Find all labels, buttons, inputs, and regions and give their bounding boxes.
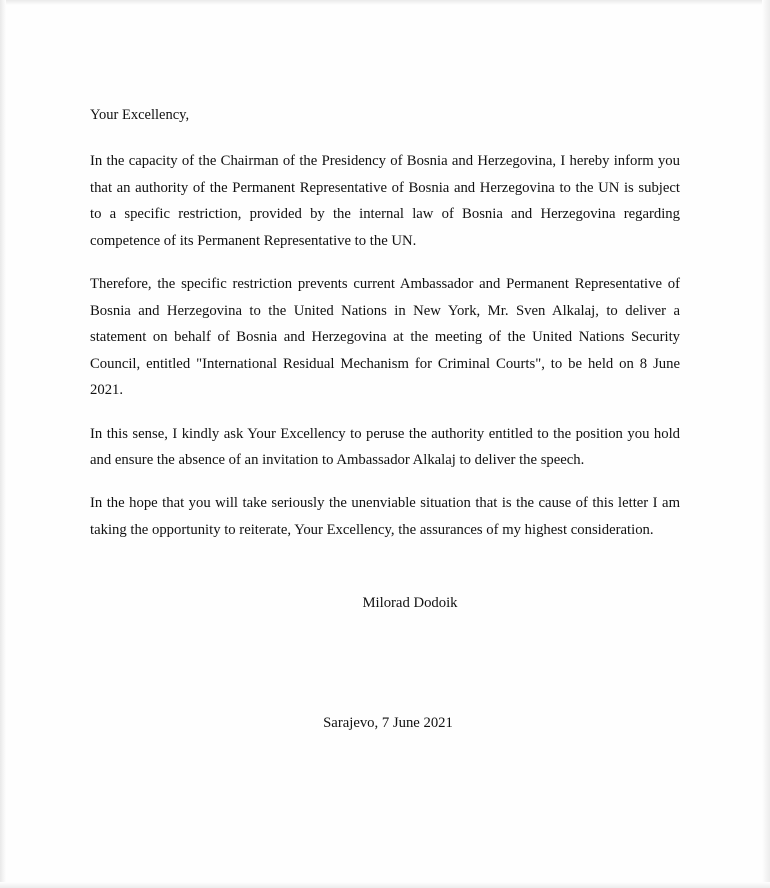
page-edge-top <box>0 0 770 5</box>
signature-block <box>90 592 680 614</box>
letter-body <box>90 104 680 543</box>
paragraph-4: In the hope that you will take seriously the unenviable situation that is the cause of this letter I am taking the opportunity to reiterate, Your Excellency, the assurances of my highest consideration. <box>90 495 680 538</box>
salutation: Your Excellency, <box>90 107 190 123</box>
page-edge-bottom <box>0 882 770 888</box>
signature-name: Milorad Dodoik <box>362 595 458 611</box>
paragraph-3: In this sense, I kindly ask Your Excellency to peruse the authority entitled to the position you hold and ensure the absence of an invitation to Ambassador Alkalaj to deliver the speech. <box>90 425 680 468</box>
place-and-date: Sarajevo, 7 June 2021 <box>323 715 453 731</box>
place-date-block <box>90 712 680 734</box>
paragraph-1: In the capacity of the Chairman of the Presidency of Bosnia and Herzegovina, I hereby inform you that an authority of the Permanent Representative of Bosnia and Herzegovina to the UN is subject to a specific restriction, provided by the internal law of Bosnia and Herzegovina regarding competence of its Permanent Representative to the UN. <box>90 153 680 249</box>
page-edge-left <box>0 0 6 888</box>
page-edge-right <box>762 0 770 888</box>
paragraph-2: Therefore, the specific restriction prevents current Ambassador and Permanent Representative of Bosnia and Herzegovina to the United Nations in New York, Mr. Sven Alkalaj, to deliver a statement on behalf of Bosnia and Herzegovina at the meeting of the United Nations Security Council, entitled "International Residual Mechanism for Criminal Courts", to be held on 8 June 2021. <box>90 276 680 399</box>
